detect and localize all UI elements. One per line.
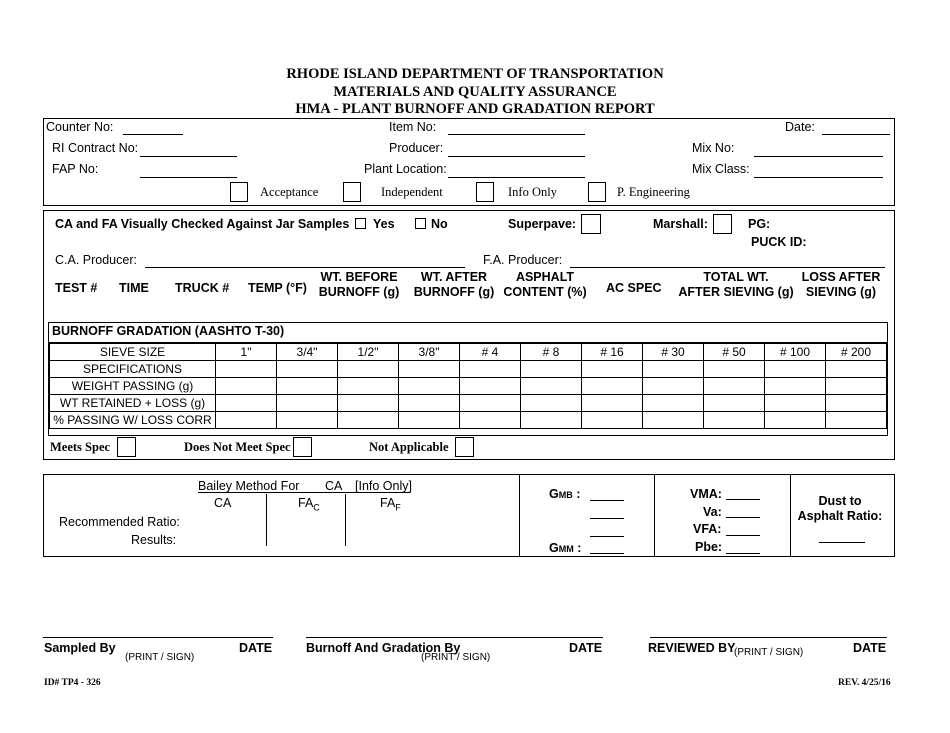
sampled-by-date: DATE [239,641,273,655]
gradation-cell[interactable] [338,395,399,412]
gradation-row-label: WT RETAINED + LOSS (g) [50,395,216,412]
gradation-cell[interactable] [704,395,765,412]
no-checkbox[interactable] [415,218,426,229]
ca-producer-field[interactable] [145,267,465,268]
va-field[interactable] [726,517,760,518]
burnoff-by-date: DATE [569,641,603,655]
bailey-underline [198,492,410,493]
gradation-cell[interactable] [765,378,826,395]
gradation-cell[interactable] [704,412,765,429]
gradation-cell[interactable] [460,395,521,412]
gradation-cell[interactable] [399,378,460,395]
col-wt-after: WT. AFTER BURNOFF (g) [413,270,495,299]
gradation-cell[interactable] [338,361,399,378]
gradation-row-label: WEIGHT PASSING (g) [50,378,216,395]
gradation-cell[interactable] [338,378,399,395]
col-test-no: TEST # [55,281,98,295]
header-line-2: MATERIALS AND QUALITY ASSURANCE [333,84,617,100]
dust-to-asphalt-field[interactable] [819,542,865,543]
gradation-cell[interactable] [399,361,460,378]
va-label: Va: [703,505,722,519]
gmm-field[interactable] [590,553,624,554]
gradation-cell[interactable] [582,395,643,412]
gmb-field[interactable] [590,500,624,501]
info-section [43,118,895,206]
gradation-cell[interactable] [582,361,643,378]
pbe-label: Pbe: [695,540,723,554]
info-only-checkbox[interactable] [476,182,494,202]
gradation-cell[interactable] [521,361,582,378]
gradation-row [50,361,887,378]
revision: REV. 4/25/16 [838,678,891,688]
sampled-by-line[interactable] [43,637,273,638]
ca-producer-label: C.A. Producer: [55,253,137,267]
gradation-cell[interactable] [521,412,582,429]
marshall-checkbox[interactable] [713,214,732,234]
burnoff-by-line[interactable] [306,637,603,638]
independent-checkbox[interactable] [343,182,361,202]
gradation-cell[interactable] [582,412,643,429]
puck-id-label: PUCK ID: [751,235,807,249]
item-no-label: Item No: [389,120,437,134]
sieve-size-header: # 16 [582,344,643,361]
gradation-cell[interactable] [216,395,277,412]
gradation-cell[interactable] [643,361,704,378]
bailey-divider-2 [345,494,346,546]
gradation-cell[interactable] [338,412,399,429]
fap-no-label: FAP No: [52,162,99,176]
bailey-col-fac: $FA_C$ [298,496,320,513]
gradation-cell[interactable] [521,395,582,412]
not-applicable-label: Not Applicable [369,440,449,454]
gradation-cell[interactable] [521,378,582,395]
gmb-field-2[interactable] [590,518,624,519]
counter-no-field[interactable] [123,134,183,135]
sieve-size-header: # 30 [643,344,704,361]
page-title: HMA - PLANT BURNOFF AND GRADATION REPORT [295,101,655,117]
col-truck-no: TRUCK # [175,281,230,295]
bailey-info-only: [Info Only] [355,479,412,493]
divider-dust [790,474,791,557]
meets-spec-checkbox[interactable] [117,437,136,457]
burnoff-by-label: Burnoff And Gradation By [306,641,461,655]
gradation-title: BURNOFF GRADATION (AASHTO T-30) [52,324,285,338]
gradation-row-label: SIEVE SIZE [50,344,216,361]
mix-no-field[interactable] [754,156,883,157]
sieve-size-header: # 50 [704,344,765,361]
sieve-size-header: 3/4" [277,344,338,361]
gradation-cell[interactable] [643,395,704,412]
gradation-row [50,395,887,412]
gradation-row-label: % PASSING W/ LOSS CORR [50,412,216,429]
yes-label: Yes [373,217,395,231]
dust-to-asphalt-label: Dust to Asphalt Ratio: [797,494,883,523]
fa-producer-label: F.A. Producer: [483,253,563,267]
gradation-cell[interactable] [460,361,521,378]
mix-no-label: Mix No: [692,141,735,155]
date-label: Date: [785,120,815,134]
gradation-cell[interactable] [399,395,460,412]
info-only-label: Info Only [508,185,557,199]
header-line-1: RHODE ISLAND DEPARTMENT OF TRANSPORTATION [286,66,664,82]
gradation-cell[interactable] [277,378,338,395]
acceptance-label: Acceptance [260,185,319,199]
mix-class-field[interactable] [754,177,883,178]
gradation-row [50,344,887,361]
does-not-meet-spec-checkbox[interactable] [293,437,312,457]
gradation-row [50,412,887,429]
gradation-cell[interactable] [460,378,521,395]
gradation-cell[interactable] [582,378,643,395]
producer-label: Producer: [389,141,444,155]
reviewed-by-line[interactable] [650,637,887,638]
gradation-cell[interactable] [399,412,460,429]
col-temp: TEMP (°F) [248,281,307,295]
not-applicable-checkbox[interactable] [455,437,474,457]
bailey-ca-title: CA [325,479,343,493]
ri-contract-field[interactable] [140,156,237,157]
sieve-size-header: # 100 [765,344,826,361]
col-total-wt: TOTAL WT. AFTER SIEVING (g) [678,270,794,299]
plant-location-label: Plant Location: [364,162,447,176]
independent-label: Independent [381,185,443,199]
recommended-ratio-label: Recommended Ratio: [59,515,180,529]
reviewed-by-label: REVIEWED BY [648,641,736,655]
p-engineering-checkbox[interactable] [588,182,606,202]
gradation-row [50,378,887,395]
gradation-cell[interactable] [460,412,521,429]
col-loss-after: LOSS AFTER SIEVING (g) [801,270,881,299]
superpave-label: Superpave: [508,217,577,231]
gradation-row-label: SPECIFICATIONS [50,361,216,378]
gradation-cell[interactable] [216,361,277,378]
meets-spec-label: Meets Spec [50,440,111,454]
gradation-cell[interactable] [704,361,765,378]
sieve-size-header: 3/8" [399,344,460,361]
gradation-cell[interactable] [765,361,826,378]
gradation-table [49,343,887,429]
gradation-cell[interactable] [765,412,826,429]
reviewed-by-date: DATE [853,641,887,655]
col-asphalt-content: ASPHALT CONTENT (%) [503,270,587,299]
date-field[interactable] [822,134,890,135]
col-wt-before: WT. BEFORE BURNOFF (g) [318,270,400,299]
bailey-col-faf: $FA_F$ [380,496,401,513]
counter-no-label: Counter No: [46,120,114,134]
ri-contract-label: RI Contract No: [52,141,139,155]
sampled-by-label: Sampled By [44,641,116,655]
sieve-size-header: 1" [216,344,277,361]
superpave-checkbox[interactable] [581,214,601,234]
vfa-label: VFA: [693,522,722,536]
bailey-col-ca: CA [214,496,232,510]
yes-checkbox[interactable] [355,218,366,229]
plant-location-field[interactable] [448,177,585,178]
bailey-method-label: Bailey Method For [198,479,300,493]
no-label: No [431,217,448,231]
fa-producer-field[interactable] [570,267,885,268]
gradation-cell[interactable] [826,412,887,429]
vma-field[interactable] [726,499,760,500]
gradation-cell[interactable] [643,412,704,429]
acceptance-checkbox[interactable] [230,182,248,202]
pg-label: PG: [748,217,771,231]
burnoff-by-print-sign: (PRINT / SIGN) [421,652,491,663]
gradation-cell[interactable] [826,378,887,395]
col-ac-spec: AC SPEC [606,281,662,295]
ca-fa-checked-label: CA and FA Visually Checked Against Jar Samples [55,217,350,231]
bailey-divider-1 [266,494,267,546]
mix-class-label: Mix Class: [692,162,750,176]
sieve-size-header: # 8 [521,344,582,361]
gradation-cell[interactable] [216,378,277,395]
col-time: TIME [119,281,149,295]
gradation-cell[interactable] [643,378,704,395]
sieve-size-header: # 200 [826,344,887,361]
gmm-label: GMM : [549,541,582,555]
divider-gmb [519,474,520,557]
pbe-field[interactable] [726,553,760,554]
results-label: Results: [131,533,177,547]
gmb-label: GMB : [549,487,581,501]
gradation-cell[interactable] [277,412,338,429]
producer-field[interactable] [448,156,585,157]
vfa-field[interactable] [726,535,760,536]
sieve-size-header: 1/2" [338,344,399,361]
gradation-cell[interactable] [277,361,338,378]
gradation-cell[interactable] [704,378,765,395]
sieve-size-header: # 4 [460,344,521,361]
does-not-meet-spec-label: Does Not Meet Spec [184,440,291,454]
divider-vma [654,474,655,557]
item-no-field[interactable] [448,134,585,135]
reviewed-by-print-sign: (PRINT / SIGN) [734,647,804,658]
sampled-by-print-sign: (PRINT / SIGN) [125,652,195,663]
gradation-cell[interactable] [826,361,887,378]
vma-label: VMA: [690,487,722,501]
gradation-cell[interactable] [216,412,277,429]
form-id: ID# TP4 - 326 [44,678,101,688]
p-engineering-label: P. Engineering [617,185,690,199]
gradation-cell[interactable] [826,395,887,412]
gradation-cell[interactable] [277,395,338,412]
gradation-cell[interactable] [765,395,826,412]
fap-no-field[interactable] [140,177,237,178]
gmm-field-2[interactable] [590,536,624,537]
marshall-label: Marshall: [653,217,708,231]
